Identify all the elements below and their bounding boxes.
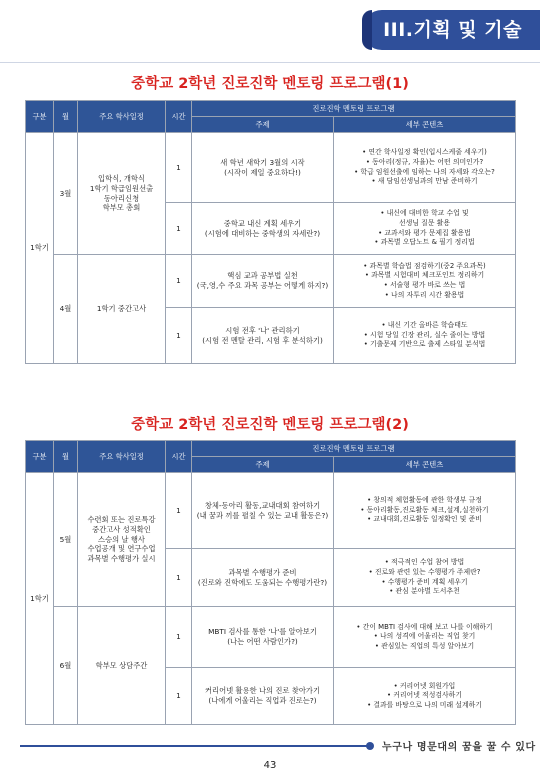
detail-line: • 학급 임원선출에 임하는 나의 자세와 각오는? xyxy=(354,167,495,176)
topic-line: 중학교 내신 계획 세우기 xyxy=(223,218,302,228)
detail-line: • 적극적인 수업 참여 방법 xyxy=(384,558,465,567)
topic-line: 새 학년 새학기 3월의 시작 xyxy=(220,157,305,167)
detail-line: • 과목별 시험대비 체크포인트 정리하기 xyxy=(364,271,485,280)
detail-line: • 창의적 체험활동에 관한 학생부 규정 xyxy=(367,496,482,505)
topic-cell xyxy=(192,473,334,549)
time-cell: 1 xyxy=(166,203,192,255)
schedule-cell xyxy=(78,255,166,364)
detail-line: • 내신에 대비한 학교 수업 및 xyxy=(380,209,469,218)
table-row xyxy=(26,607,516,668)
detail-cell xyxy=(334,549,516,607)
schedule-line: 과목별 수행평가 실시 xyxy=(87,554,156,564)
section-title-1: 중학교 2학년 진로진학 멘토링 프로그램(1) xyxy=(131,76,409,92)
header-topic: 주제 xyxy=(192,117,334,133)
header-detail: 세부 콘텐츠 xyxy=(334,457,516,473)
detail-line: • 나의 자투리 시간 활용법 xyxy=(384,290,465,299)
table-row xyxy=(26,133,516,203)
chapter-title: III.기획 및 기술 xyxy=(383,19,522,41)
mentoring-table-2 xyxy=(25,440,516,725)
time-cell: 1 xyxy=(166,133,192,203)
topic-cell xyxy=(192,607,334,668)
semester-cell: 1학기 xyxy=(26,133,54,364)
topic-cell xyxy=(192,308,334,364)
table-header-row xyxy=(26,101,516,117)
topic-cell xyxy=(192,549,334,607)
topic-cell xyxy=(192,255,334,308)
mentoring-table-1 xyxy=(25,100,516,364)
schedule-line: 1학기 학급임원선출 xyxy=(89,183,154,193)
detail-line: • 과목별 학습법 점검하기(중2 주요과목) xyxy=(363,261,486,270)
time-cell: 1 xyxy=(166,308,192,364)
schedule-line: 학부모 상담주간 xyxy=(95,660,148,670)
topic-line: 커리어넷 활용한 나의 진로 찾아가기 xyxy=(204,686,320,696)
topic-cell xyxy=(192,668,334,725)
table-header-row xyxy=(26,441,516,457)
time-cell: 1 xyxy=(166,549,192,607)
detail-line: • 커리어넷 적성검사하기 xyxy=(386,691,462,700)
topic-line: (나는 어떤 사람인가?) xyxy=(227,637,298,646)
footer-slogan: 누구나 명문대의 꿈을 꿀 수 있다 xyxy=(382,742,536,753)
header-detail: 세부 콘텐츠 xyxy=(334,117,516,133)
month-cell: 5월 xyxy=(54,473,78,607)
topic-line: (시작이 제일 중요하다!) xyxy=(224,167,301,177)
detail-line: • 커리어넷 회원가입 xyxy=(393,681,456,690)
time-cell: 1 xyxy=(166,668,192,725)
table-row xyxy=(26,255,516,308)
header-time: 시간 xyxy=(166,441,192,473)
detail-line: • 연간 학사일정 확인(입시스케줄 세우기) xyxy=(362,148,487,157)
header-program: 진로진학 멘토링 프로그램 xyxy=(192,101,516,117)
time-cell: 1 xyxy=(166,255,192,308)
schedule-line: 입학식, 개학식 xyxy=(98,173,145,183)
detail-line: • 결과를 바탕으로 나의 미래 설계하기 xyxy=(367,700,482,709)
detail-line: • 새 담임선생님과의 만남 준비하기 xyxy=(371,177,478,186)
detail-line: • 관심 분야별 도서추천 xyxy=(389,587,460,596)
detail-line: • 교과서와 평가 문제집 활용법 xyxy=(378,228,471,237)
detail-line: • 수행평가 준비 계획 세우기 xyxy=(381,577,468,586)
header-division: 구분 xyxy=(26,101,54,133)
detail-cell xyxy=(334,133,516,203)
detail-cell xyxy=(334,308,516,364)
detail-cell xyxy=(334,668,516,725)
header-program: 진로진학 멘토링 프로그램 xyxy=(192,441,516,457)
header-month: 월 xyxy=(54,441,78,473)
topic-line: (나에게 어울리는 직업과 진로는?) xyxy=(208,696,317,705)
header-month: 월 xyxy=(54,101,78,133)
schedule-line: 수련회 또는 진로특강 xyxy=(87,514,156,524)
detail-line: • 동아리(정규, 자율)는 어떤 의미인가? xyxy=(365,157,484,166)
detail-cell xyxy=(334,203,516,255)
topic-line: (국,영,수 주요 과목 공부는 어떻게 하지?) xyxy=(196,281,329,290)
detail-line: • 진로와 관련 있는 수행평가 주제란? xyxy=(368,567,481,576)
detail-line: • 서술형 평가 바로 쓰는 법 xyxy=(383,281,466,289)
time-cell: 1 xyxy=(166,473,192,549)
header-schedule: 주요 학사일정 xyxy=(78,101,166,133)
schedule-cell xyxy=(78,473,166,607)
topic-cell xyxy=(192,203,334,255)
detail-line: • 관심있는 직업의 특성 알아보기 xyxy=(374,641,475,650)
topic-line: 시험 전후 '나' 관리하기 xyxy=(225,325,300,335)
semester-cell: 1학기 xyxy=(26,473,54,725)
time-cell: 1 xyxy=(166,607,192,668)
schedule-cell xyxy=(78,133,166,255)
month-cell: 4월 xyxy=(54,255,78,364)
topic-line: (시험 전 멘탈 관리, 시험 후 분석하기) xyxy=(202,335,323,345)
footer-dot xyxy=(366,742,374,750)
topic-line: (시험에 대비하는 중학생의 자세란?) xyxy=(204,228,321,238)
month-cell: 3월 xyxy=(54,133,78,255)
topic-line: (내 꿈과 끼를 펼칠 수 있는 교내 활동은?) xyxy=(196,510,329,520)
chapter-tab-accent xyxy=(362,10,372,50)
detail-cell xyxy=(334,473,516,549)
header-time: 시간 xyxy=(166,101,192,133)
page-number: 43 xyxy=(263,760,277,771)
topic-line: MBTI 검사를 통한 '나'를 알아보기 xyxy=(208,627,317,637)
header-division: 구분 xyxy=(26,441,54,473)
section-title-2: 중학교 2학년 진로진학 멘토링 프로그램(2) xyxy=(131,417,409,433)
topic-line: (진로와 진학에도 도움되는 수행평가란?) xyxy=(197,577,328,587)
month-cell: 6월 xyxy=(54,607,78,725)
detail-cell xyxy=(334,607,516,668)
schedule-line: 학부모 총회 xyxy=(102,203,141,213)
detail-line: • 교내대회,진로활동 일정확인 및 준비 xyxy=(367,515,482,524)
schedule-cell xyxy=(78,607,166,725)
detail-line: • 내신 기간 올바른 학습태도 xyxy=(381,321,468,330)
detail-line: • 동아리활동,진로활동 체크,설계,실천하기 xyxy=(360,505,489,514)
detail-line: • 기출문제 기반으로 출제 스타일 분석법 xyxy=(363,340,486,349)
schedule-line: 수업공개 및 연구수업 xyxy=(87,544,156,554)
schedule-line: 스승의 날 행사 xyxy=(98,534,145,544)
detail-line: 선생님 질문 활용 xyxy=(399,218,450,227)
detail-cell xyxy=(334,255,516,308)
detail-line: • 나의 성격에 어울리는 직업 찾기 xyxy=(373,632,476,641)
schedule-line: 1학기 중간고사 xyxy=(96,304,147,314)
schedule-line: 동아리신청 xyxy=(103,193,140,203)
footer-divider xyxy=(20,745,370,747)
detail-line: • 과목별 오답노트 & 필기 정리법 xyxy=(374,238,475,247)
schedule-line: 중간고사 성적확인 xyxy=(92,524,151,534)
topic-cell xyxy=(192,133,334,203)
header-topic: 주제 xyxy=(192,457,334,473)
table-row xyxy=(26,473,516,549)
detail-line: • 시험 당일 긴장 관리, 실수 줄이는 방법 xyxy=(363,330,486,339)
detail-line: • 간이 MBTI 검사에 대해 보고 나를 이해하기 xyxy=(356,622,493,631)
topic-line: 창체-동아리 활동,교내대회 참여하기 xyxy=(204,500,321,510)
topic-line: 핵심 교과 공부법 실천 xyxy=(227,271,298,281)
header-schedule: 주요 학사일정 xyxy=(78,441,166,473)
header-divider xyxy=(0,62,540,63)
topic-line: 과목별 수행평가 준비 xyxy=(228,567,297,577)
